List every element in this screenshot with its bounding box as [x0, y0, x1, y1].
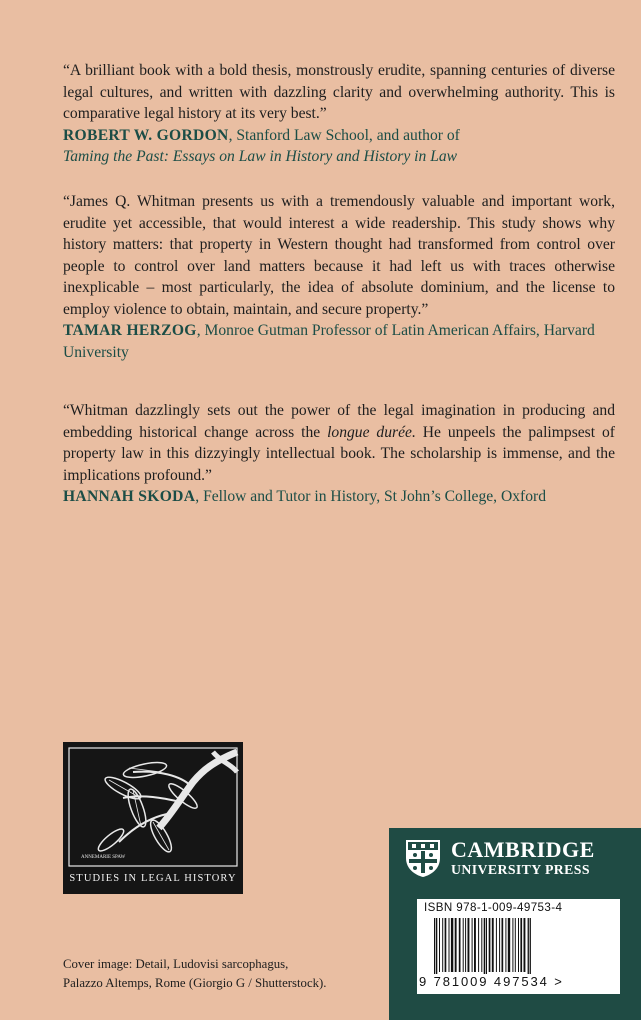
barcode-bar — [502, 918, 504, 972]
blurb-author-name: TAMAR HERZOG — [63, 322, 197, 339]
cambridge-shield-icon — [404, 838, 442, 878]
blurb-attribution — [63, 320, 615, 363]
barcode-bar — [520, 918, 522, 972]
barcode-bar — [468, 918, 470, 972]
publisher-line2: UNIVERSITY PRESS — [451, 862, 590, 877]
barcode-bar — [489, 918, 491, 972]
blurb-attribution — [63, 486, 615, 508]
barcode-bar — [459, 918, 461, 972]
blurb-work-title: Taming the Past: Essays on Law in History and History in Law — [63, 148, 458, 165]
barcode-bar — [524, 918, 526, 972]
barcode-bar — [508, 918, 510, 972]
barcode-bar — [474, 918, 476, 972]
barcode-guard-bar — [436, 918, 437, 974]
barcode-digits: 9 781009 497534 > — [419, 974, 564, 989]
barcode-bar — [515, 918, 516, 972]
blurb-quote: “A brilliant book with a bold thesis, monstrously erudite, spanning centuries of diverse legal cultures, and written with dazzling clarity and overwhelming authority. This is comparative legal history at its very best.” — [63, 62, 615, 122]
isbn-label: ISBN 978-1-009-49753-4 — [424, 901, 563, 914]
barcode-bar — [496, 918, 497, 972]
blurb-affiliation: , Monroe Gutman Professor of Latin American Affairs, Harvard University — [63, 322, 595, 361]
logo-signature: ANNEMARIE SPAW — [81, 855, 126, 860]
blurb-quote-part: He unpeels the palimpsest of property law in this dizzyingly intellectual book. The scholarship is immense, and the implications profound.” — [63, 423, 615, 484]
barcode-bar — [492, 918, 494, 972]
series-logo — [63, 742, 243, 894]
barcode-bars — [432, 918, 610, 974]
barcode-bar — [449, 918, 450, 972]
series-label: STUDIES IN LEGAL HISTORY — [69, 873, 237, 884]
barcode-bar — [465, 918, 466, 972]
barcode-bar — [472, 918, 473, 972]
blurb-attribution — [63, 125, 615, 168]
credit-line: Palazzo Altemps, Rome (Giorgio G / Shutterstock). — [63, 976, 327, 990]
blurb-skoda — [63, 400, 615, 508]
barcode-bar — [478, 918, 479, 972]
blurb-herzog — [63, 191, 615, 363]
blurb-affiliation: , Fellow and Tutor in History, St John’s College, Oxford — [195, 488, 546, 505]
blurb-author-name: ROBERT W. GORDON — [63, 126, 229, 144]
blurb-affiliation: , Stanford Law School, and author of — [228, 126, 460, 144]
barcode-guard-bar — [530, 918, 531, 974]
barcode-bar — [518, 918, 519, 972]
barcode-bar — [481, 918, 482, 972]
credit-line: Cover image: Detail, Ludovisi sarcophagus, — [63, 957, 289, 971]
barcode-bar — [451, 918, 453, 972]
blurb-quote — [63, 400, 615, 486]
barcode-guard-bar — [434, 918, 435, 974]
tree-branch-illustration-icon — [63, 742, 243, 872]
barcode-guard-bar — [528, 918, 529, 974]
blurb-quote-italic: longue durée. — [327, 423, 416, 441]
barcode — [417, 899, 620, 994]
barcode-guard-bar — [484, 918, 485, 974]
blurb-gordon — [63, 60, 615, 168]
blurb-author-name: HANNAH SKODA — [63, 488, 196, 505]
barcode-bar — [439, 918, 440, 972]
blurb-quote: “James Q. Whitman presents us with a tremendously valuable and important work, erudite yet accessible, that would interest a wide readership. This study shows why history matters: that property in Western thought had transformed from control over people to control over land matters because it had left us with traces otherwise inexplicable – most particularly, the idea of absolute dominium, and the license to employ violence to obtain, maintain, and secure property.” — [63, 193, 615, 318]
barcode-guard-bar — [486, 918, 487, 974]
barcode-bar — [499, 918, 500, 972]
barcode-bar — [455, 918, 457, 972]
barcode-bar — [463, 918, 464, 972]
publisher-line1: CAMBRIDGE — [451, 837, 595, 862]
cover-image-credit — [63, 955, 373, 993]
barcode-bar — [445, 918, 447, 972]
blurb-quote-part: “Whitman dazzlingly sets out the power of the legal imagination in producing and embedding historical change across the — [63, 402, 615, 441]
publisher-name — [451, 838, 595, 878]
barcode-bar — [442, 918, 443, 972]
barcode-bar — [505, 918, 506, 972]
barcode-bar — [512, 918, 513, 972]
